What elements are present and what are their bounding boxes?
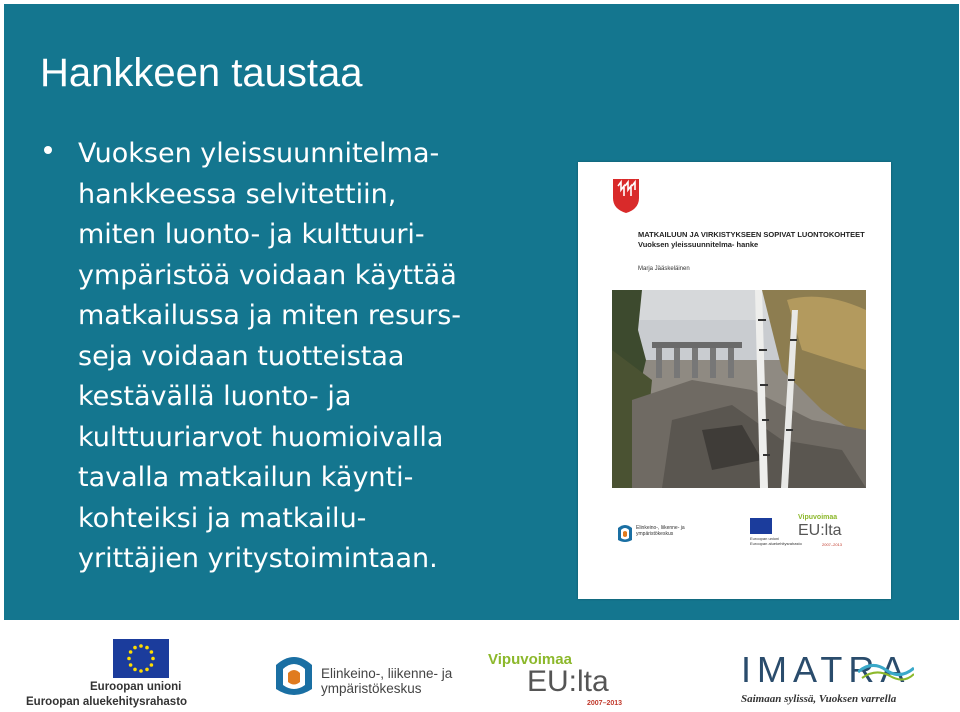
report-eulta: EU:lta bbox=[798, 522, 842, 539]
report-eu-text: Euroopan unioni Euroopan aluekehitysrahasto bbox=[750, 536, 802, 546]
eu-fund-label: Euroopan aluekehitysrahasto bbox=[26, 696, 188, 708]
report-eu-flag-icon bbox=[750, 518, 772, 534]
report-ely-logo bbox=[616, 522, 706, 546]
eu-union-label: Euroopan unioni bbox=[90, 681, 182, 693]
landscape-photo bbox=[612, 290, 866, 488]
program-years-label: 2007–2013 bbox=[587, 700, 623, 707]
slide-title: Hankkeen taustaa bbox=[40, 51, 363, 95]
report-author: Marja Jääskeläinen bbox=[638, 266, 690, 272]
ely-emblem-icon bbox=[616, 522, 634, 544]
ely-logo-icon bbox=[272, 651, 316, 699]
vipuvoimaa-label: Vipuvoimaa bbox=[488, 651, 572, 668]
report-title: MATKAILUUN JA VIRKISTYKSEEN SOPIVAT LUONTOKOHTEET bbox=[638, 230, 865, 239]
imatra-wave-icon bbox=[858, 658, 914, 684]
bullet-dot bbox=[44, 146, 52, 154]
imatra-logo-text: IMATRA bbox=[741, 649, 911, 690]
report-vipuvoimaa: Vipuvoimaa bbox=[798, 514, 838, 521]
bullet-text: Vuoksen yleissuunnitelma- hankkeessa selvitettiin, miten luonto- ja kulttuuri- ympäristöä voidaan käyttää matkailussa ja miten resurs- seja voidaan tuotteistaa kestävällä luonto- ja kulttuuriarvot huomioivalla tavalla matkailun käynti- kohteiksi ja matkailu- yrittäjien yritystoimintaan. bbox=[78, 138, 462, 574]
eulta-label: EU:lta bbox=[527, 665, 609, 698]
report-subtitle: Vuoksen yleissuunnitelma- hanke bbox=[638, 240, 759, 249]
eu-flag-icon bbox=[113, 639, 169, 678]
report-cover-image bbox=[578, 162, 891, 599]
ely-label: Elinkeino-, liikenne- ja ympäristökeskus bbox=[321, 666, 453, 696]
imatra-tagline: Saimaan sylissä, Vuoksen varrella bbox=[741, 693, 897, 705]
report-years: 2007–2013 bbox=[822, 542, 843, 547]
report-ely-text: Elinkeino-, liikenne- ja ympäristökeskus bbox=[636, 525, 685, 537]
coat-of-arms-icon bbox=[612, 178, 640, 214]
